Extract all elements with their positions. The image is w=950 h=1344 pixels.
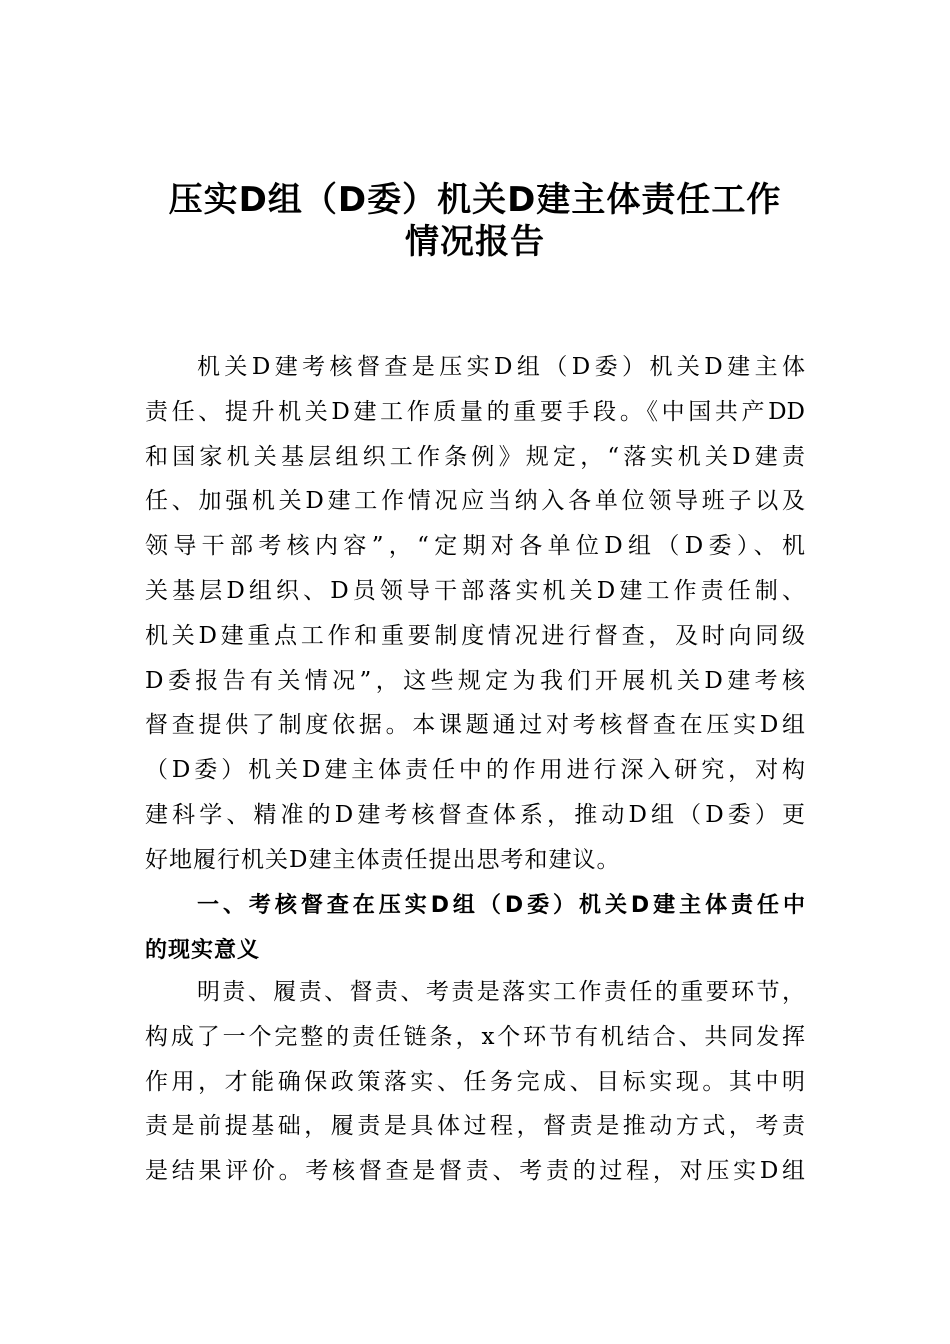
section-heading-1	[145, 884, 805, 974]
text-line: 责任、提升机关D建工作质量的重要手段。《中国共产DD	[145, 398, 805, 425]
text-line: 领导干部考核内容”，“定期对各单位D组（D委）、机	[145, 533, 805, 560]
text-line: 作用，才能确保政策落实、任务完成、目标实现。其中明	[145, 1068, 805, 1095]
heading-line: 一、考核督查在压实D组（D委）机关D建主体责任中	[197, 893, 805, 918]
text-line: 构成了一个完整的责任链条，x个环节有机结合、共同发挥	[145, 1023, 805, 1050]
text-line: 机关D建考核督查是压实D组（D委）机关D建主体	[197, 354, 805, 380]
heading-line: 的现实意义	[145, 937, 261, 963]
document-title-line-2: 情况报告	[405, 222, 545, 262]
text-line: 机关D建重点工作和重要制度情况进行督查，及时向同级	[145, 622, 805, 649]
text-line: 督查提供了制度依据。本课题通过对考核督查在压实D组	[145, 712, 805, 739]
paragraph-intro	[145, 345, 805, 883]
text-line: D委报告有关情况”，这些规定为我们开展机关D建考核	[145, 667, 805, 694]
document-title-line-1: 压实D组（D委）机关D建主体责任工作	[168, 180, 782, 220]
text-line: 和国家机关基层组织工作条例》规定，“落实机关D建责	[145, 443, 805, 470]
text-line: 建科学、精准的D建考核督查体系，推动D组（D委）更	[145, 801, 805, 828]
text-line: 是结果评价。考核督查是督责、考责的过程，对压实D组	[145, 1158, 805, 1185]
text-line: 责是前提基础，履责是具体过程，督责是推动方式，考责	[145, 1113, 805, 1140]
text-line: 任、加强机关D建工作情况应当纳入各单位领导班子以及	[145, 488, 805, 515]
text-line: 明责、履责、督责、考责是落实工作责任的重要环节，	[197, 979, 805, 1005]
paragraph-section-1	[145, 970, 805, 1194]
text-line: 关基层D组织、D员领导干部落实机关D建工作责任制、	[145, 577, 805, 604]
text-line: 好地履行机关D建主体责任提出思考和建议。	[145, 846, 621, 873]
text-line: （D委）机关D建主体责任中的作用进行深入研究，对构	[145, 757, 805, 784]
